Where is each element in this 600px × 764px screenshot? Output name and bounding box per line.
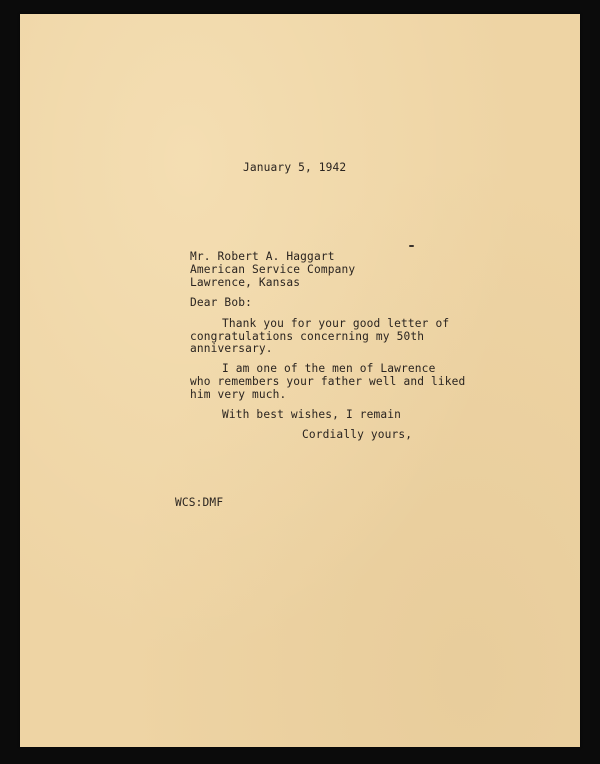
recipient-company: American Service Company: [190, 263, 356, 276]
complimentary-close: Cordially yours,: [302, 428, 413, 441]
paragraph2-line1: I am one of the men of Lawrence: [222, 362, 436, 375]
paragraph2-line2: who remembers your father well and liked: [190, 375, 466, 388]
paragraph1-line1: Thank you for your good letter of: [222, 317, 450, 330]
closing-line: With best wishes, I remain: [222, 408, 402, 421]
salutation: Dear Bob:: [190, 296, 252, 309]
paragraph2-line3: him very much.: [190, 388, 287, 401]
paragraph1-line3: anniversary.: [190, 342, 273, 355]
recipient-name: Mr. Robert A. Haggart: [190, 250, 335, 263]
letter-paper: [20, 14, 580, 747]
paper-speck: [409, 245, 414, 247]
letter-date: January 5, 1942: [243, 161, 347, 174]
recipient-location: Lawrence, Kansas: [190, 276, 301, 289]
reference-initials: WCS:DMF: [175, 496, 224, 509]
paragraph1-line2: congratulations concerning my 50th: [190, 330, 425, 343]
